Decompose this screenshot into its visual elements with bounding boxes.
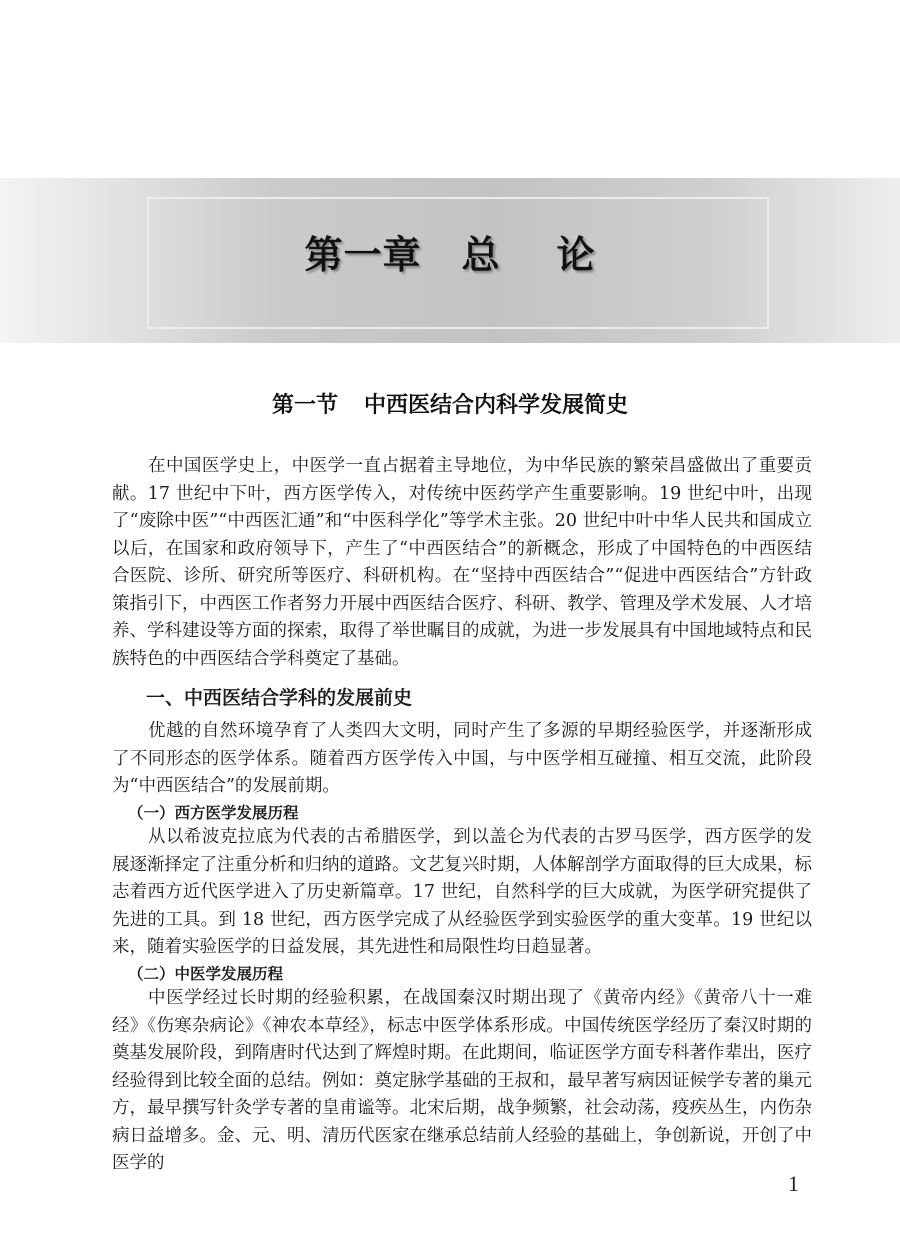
- section-number: 第一节: [271, 393, 338, 418]
- heading-western-medicine: （一）西方医学发展历程: [128, 804, 299, 822]
- intro-paragraph: 在中国医学史上，中医学一直占据着主导地位，为中华民族的繁荣昌盛做出了重要贡献。17 世纪中下叶，西方医学传入，对传统中医药学产生重要影响。19 世纪中叶，出现了“废除中医”“中西医汇通”和“中医科学化”等学术主张。20 世纪中叶中华人民共和国成立以后，在国家和政府领导下，产生了“中西医结合”的新概念，形成了中国特色的中西医结合医院、诊所、研究所等医疗、科研机构。在“坚持中西医结合”“促进中西医结合”方针政策指引下，中西医工作者努力开展中西医结合医疗、科研、教学、管理及学术发展、人才培养、学科建设等方面的探索，取得了举世瞩目的成就，为进一步发展具有中国地域特点和民族特色的中西医结合学科奠定了基础。: [112, 456, 812, 669]
- chapter-number: 第一章: [304, 232, 422, 277]
- heading-chinese-medicine: （二）中医学发展历程: [128, 965, 284, 983]
- western-medicine-paragraph: 从以希波克拉底为代表的古希腊医学，到以盖仑为代表的古罗马医学，西方医学的发展逐渐择定了注重分析和归纳的道路。文艺复兴时期，人体解剖学方面取得的巨大成果，标志着西方近代医学进入了历史新篇章。17 世纪，自然科学的巨大成就，为医学研究提供了先进的工具。到 18 世纪，西方医学完成了从经验医学到实验医学的重大变革。19 世纪以来，随着实验医学的日益发展，其先进性和局限性均日趋显著。: [112, 827, 812, 957]
- chapter-title-char-1: 总: [461, 232, 501, 277]
- page-number: 1: [788, 1171, 799, 1196]
- pre-history-paragraph: 优越的自然环境孕育了人类四大文明，同时产生了多源的早期经验医学，并逐渐形成了不同形态的医学体系。随着西方医学传入中国，与中医学相互碰撞、相互交流，此阶段为“中西医结合”的发展前期。: [112, 721, 812, 796]
- section-heading: 中西医结合内科学发展简史: [364, 393, 629, 418]
- chapter-title-char-2: 论: [556, 232, 596, 277]
- chapter-title: [0, 224, 900, 279]
- section-title: [0, 388, 900, 419]
- chinese-medicine-paragraph: 中医学经过长时期的经验积累，在战国秦汉时期出现了《黄帝内经》《黄帝八十一难经》《伤寒杂病论》《神农本草经》，标志中医学体系形成。中国传统医学经历了秦汉时期的奠基发展阶段，到隋唐时代达到了辉煌时期。在此期间，临证医学方面专科著作辈出，医疗经验得到比较全面的总结。例如：奠定脉学基础的王叔和，最早著写病因证候学专著的巢元方，最早撰写针灸学专著的皇甫谧等。北宋后期，战争频繁，社会动荡，疫疾丛生，内伤杂病日益增多。金、元、明、清历代医家在继承总结前人经验的基础上，争创新说，开创了中医学的: [112, 988, 812, 1173]
- heading-pre-history: 一、中西医结合学科的发展前史: [146, 687, 413, 709]
